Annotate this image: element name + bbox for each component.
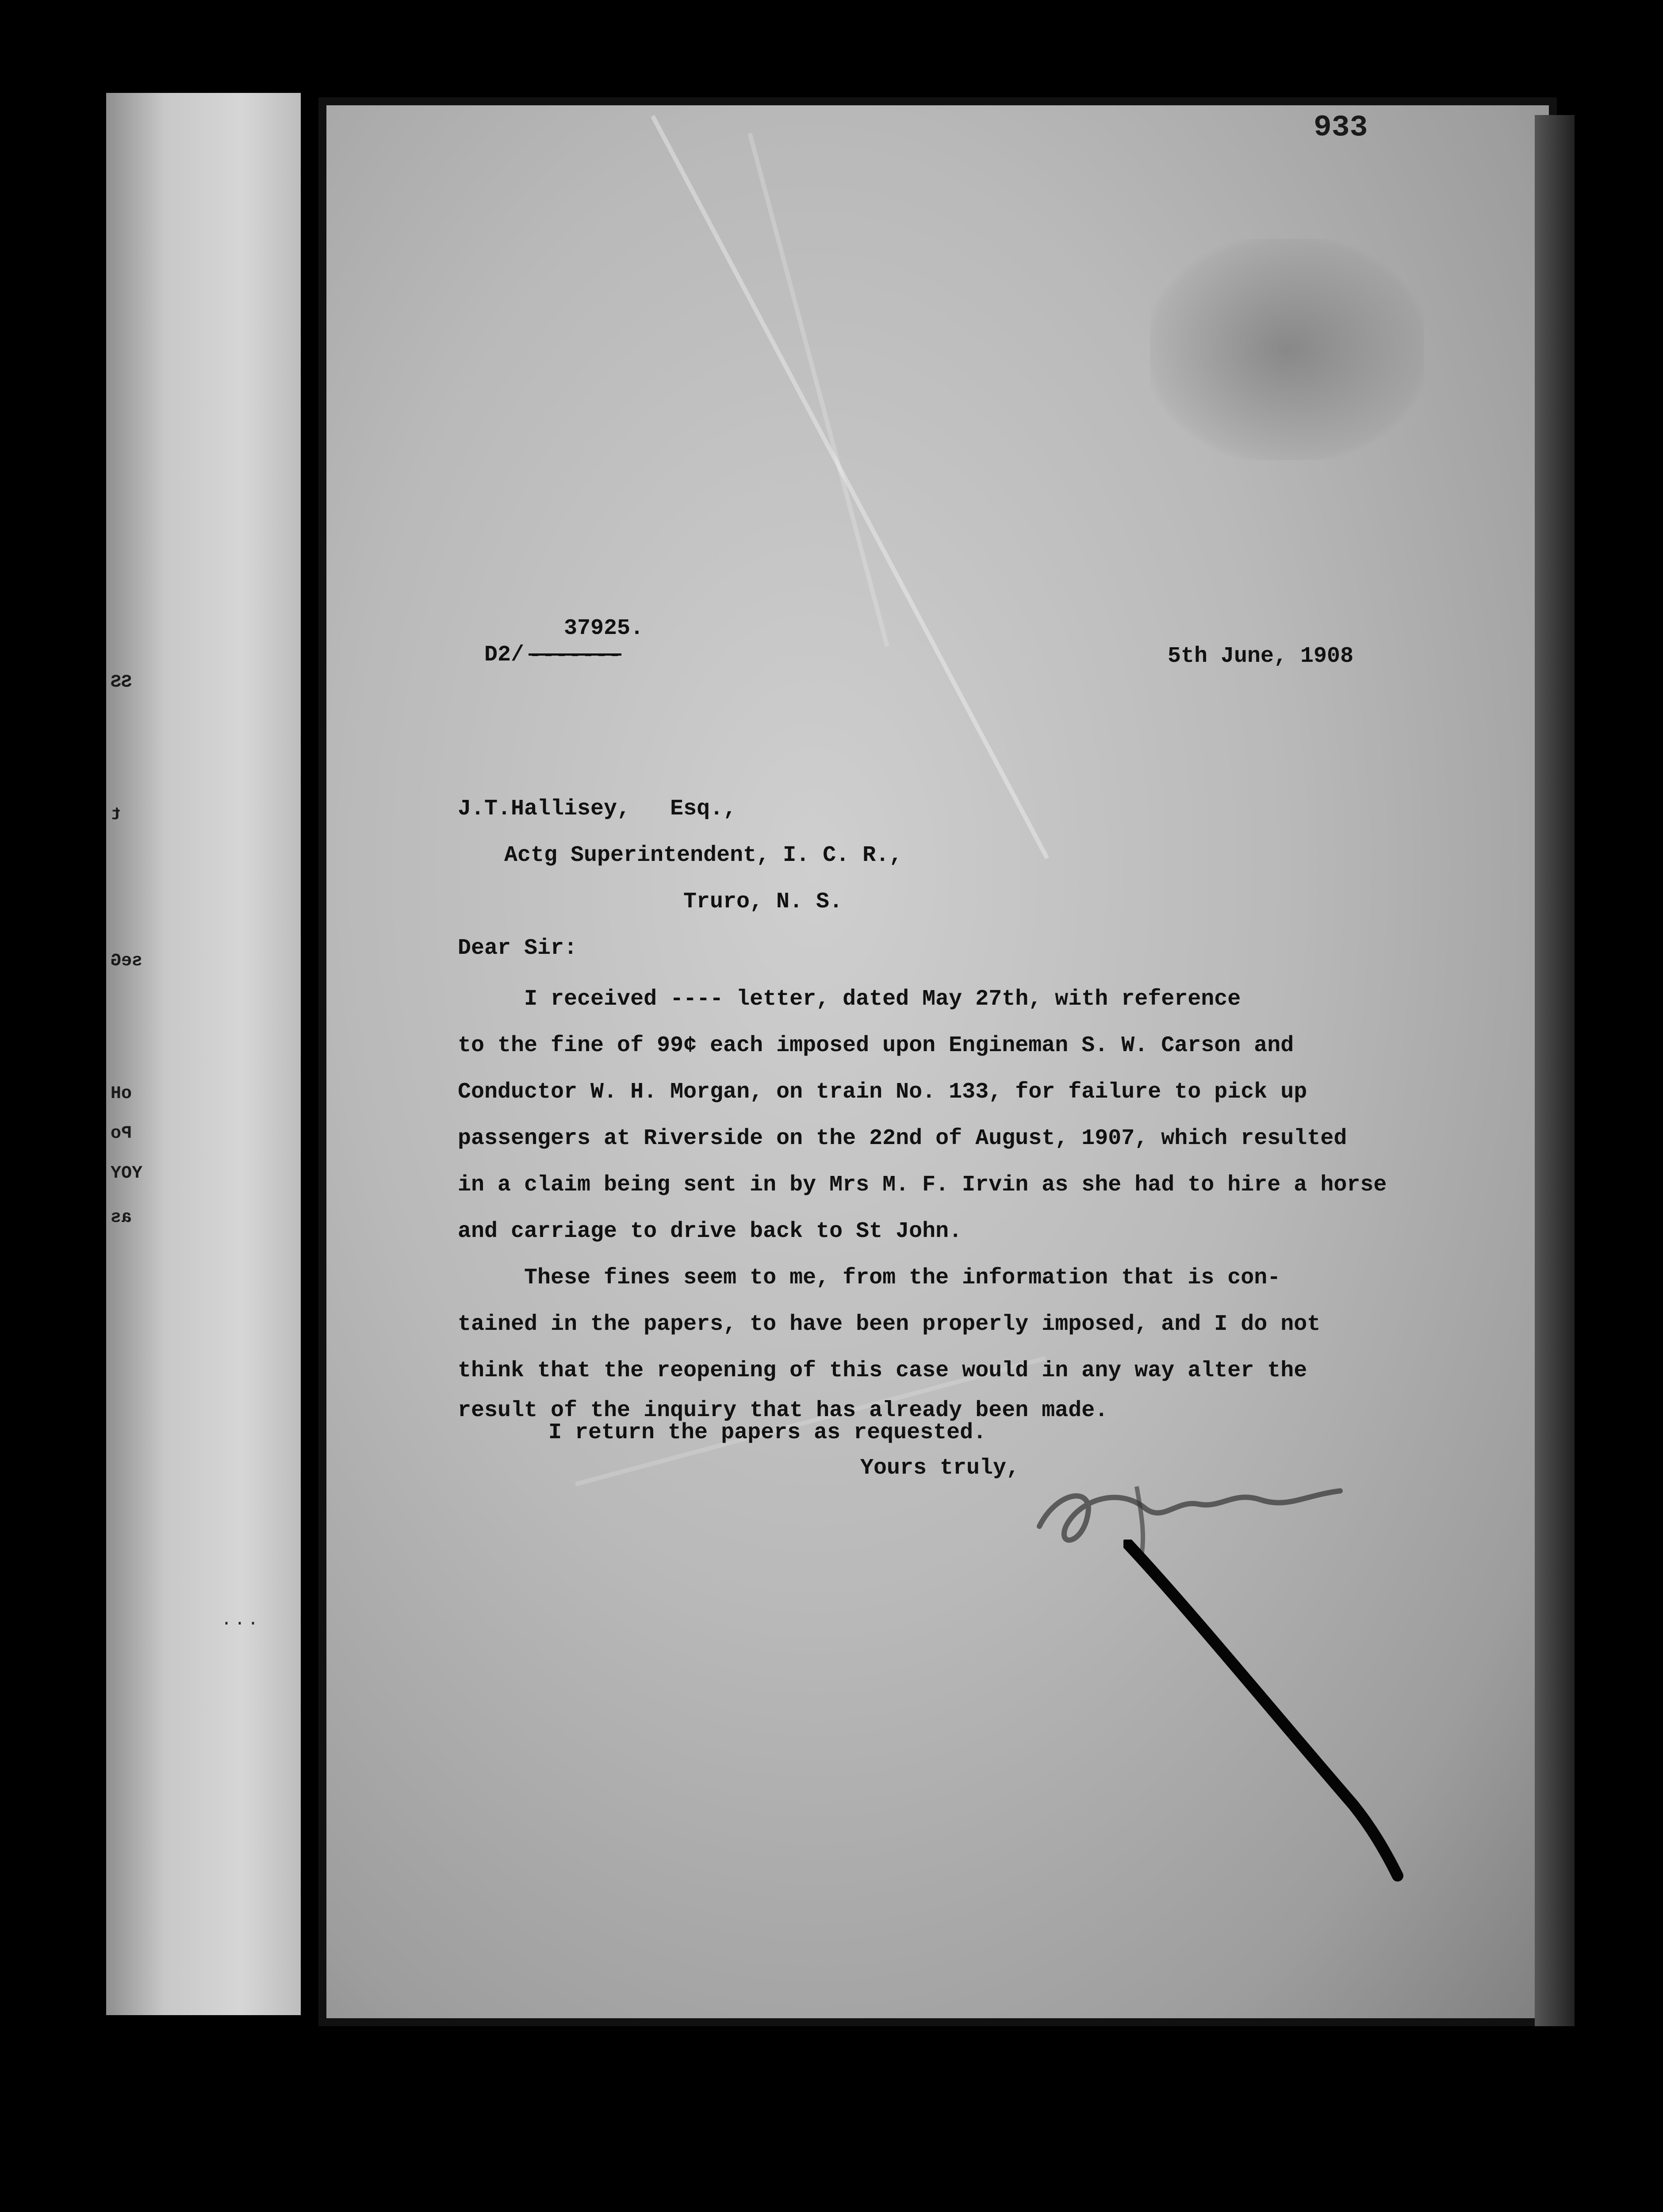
file-prefix: D2/ [484,642,525,668]
body-line: result of the inquiry that has already been made. [458,1398,1108,1423]
body-line: think that the reopening of this case would in any way alter the [458,1358,1307,1383]
salutation: Dear Sir: [458,936,578,961]
closing-yours-truly: Yours truly, [860,1455,1020,1481]
body-line: passengers at Riverside on the 22nd of August, 1907, which resulted [458,1126,1347,1151]
body-line: tained in the papers, to have been properly imposed, and I do not [458,1312,1321,1337]
body-line: and carriage to drive back to St John. [458,1219,962,1244]
left-page-fragment: SS [111,672,132,692]
received-stamp [1150,239,1424,460]
page-edge-shadow [1535,115,1575,2026]
left-page-fragment: Po [111,1124,132,1144]
left-page-fragment: YOY [111,1164,143,1183]
left-page-fragment: oH [111,1084,132,1104]
letter-date: 5th June, 1908 [1168,644,1354,669]
left-page-fragment: t [111,805,122,825]
recipient-place: Truro, N. S. [683,889,843,914]
file-number: 37925. [564,616,644,641]
body-line: Conductor W. H. Morgan, on train No. 133, for failure to pick up [458,1079,1307,1105]
body-line: These fines seem to me, from the information that is con- [458,1265,1281,1290]
recipient-title: Actg Superintendent, I. C. R., [504,843,903,868]
page-number: 933 [1314,111,1368,145]
recipient-name: J.T.Hallisey, Esq., [458,796,737,822]
body-line: to the fine of 99¢ each imposed upon Engineman S. W. Carson and [458,1033,1294,1058]
body-line: in a claim being sent in by Mrs M. F. Irvin as she had to hire a horse [458,1172,1387,1198]
left-page-dots: ... [221,1610,261,1630]
closing-return-line: I return the papers as requested. [548,1420,987,1445]
left-page-fragment: seG [111,951,143,971]
left-page-strip [106,93,301,2015]
pen-stroke-mark [1123,1540,1521,1885]
file-struck-text: ------- [529,642,622,668]
left-page-fragment: as [111,1208,132,1228]
body-line: I received ---- letter, dated May 27th, with reference [458,987,1241,1012]
